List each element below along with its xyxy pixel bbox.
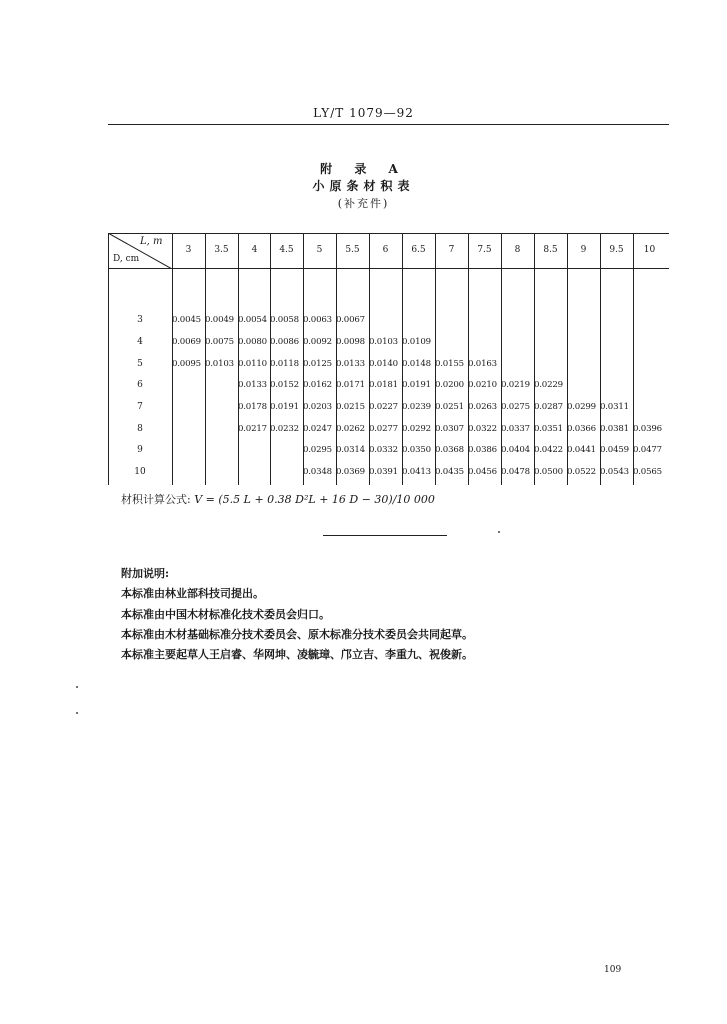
column-header: 6 — [382, 245, 389, 255]
table-cell: 0.0422 — [534, 445, 563, 455]
table-cell: 0.0369 — [336, 467, 365, 477]
column-header: 7.5 — [477, 245, 492, 255]
table-cell: 0.0404 — [501, 445, 530, 455]
note-line: 本标准由木材基础标准分技术委员会、原木标准分技术委员会共同起草。 — [121, 628, 473, 641]
table-cell: 0.0069 — [172, 337, 201, 347]
table-cell: 0.0229 — [534, 380, 563, 390]
column-header: 9 — [580, 245, 587, 255]
table-cell: 0.0063 — [303, 315, 332, 325]
scan-speck — [76, 712, 78, 714]
table-cell: 0.0191 — [270, 402, 299, 412]
table-cell: 0.0459 — [600, 445, 629, 455]
table-cell: 0.0500 — [534, 467, 563, 477]
table-cell: 0.0262 — [336, 424, 365, 434]
column-header: 10 — [643, 245, 656, 255]
column-header: 4 — [251, 245, 258, 255]
table-cell: 0.0295 — [303, 445, 332, 455]
column-header: 5 — [316, 245, 323, 255]
table-cell: 0.0386 — [468, 445, 497, 455]
note-line: 本标准由林业部科技司提出。 — [121, 587, 264, 600]
page-number: 109 — [604, 965, 622, 975]
table-cell: 0.0348 — [303, 467, 332, 477]
table-cell: 0.0263 — [468, 402, 497, 412]
section-divider — [323, 535, 447, 536]
table-cell: 0.0332 — [369, 445, 398, 455]
column-header: 6.5 — [411, 245, 426, 255]
table-cell: 0.0058 — [270, 315, 299, 325]
column-header: 3 — [185, 245, 192, 255]
table-cell: 0.0275 — [501, 402, 530, 412]
column-header: 3.5 — [214, 245, 229, 255]
note-line: 本标准由中国木材标准化技术委员会归口。 — [121, 608, 330, 621]
table-cell: 0.0118 — [270, 359, 299, 369]
table-cell: 0.0396 — [633, 424, 662, 434]
table-cell: 0.0049 — [205, 315, 234, 325]
table-cell: 0.0210 — [468, 380, 497, 390]
formula-expression: V = (5.5 L + 0.38 D²L + 16 D − 30)/10 000 — [194, 493, 435, 506]
appendix-note: (补充件) — [337, 197, 390, 210]
table-cell: 0.0337 — [501, 424, 530, 434]
table-cell: 0.0543 — [600, 467, 629, 477]
column-header: 8 — [514, 245, 521, 255]
scan-speck — [498, 531, 500, 533]
table-cell: 0.0125 — [303, 359, 332, 369]
table-cell: 0.0162 — [303, 380, 332, 390]
column-header: 5.5 — [345, 245, 360, 255]
row-header: 6 — [137, 380, 143, 390]
row-header: 8 — [137, 424, 143, 434]
header-rule — [108, 124, 669, 125]
table-cell: 0.0217 — [238, 424, 267, 434]
table-cell: 0.0140 — [369, 359, 398, 369]
table-cell: 0.0478 — [501, 467, 530, 477]
table-cell: 0.0163 — [468, 359, 497, 369]
table-cell: 0.0191 — [402, 380, 431, 390]
table-cell: 0.0155 — [435, 359, 464, 369]
scan-speck — [76, 686, 78, 688]
corner-diameter-label: D, cm — [113, 254, 140, 264]
table-cell: 0.0522 — [567, 467, 596, 477]
row-header: 7 — [137, 402, 143, 412]
table-cell: 0.0381 — [600, 424, 629, 434]
row-header: 5 — [137, 359, 143, 369]
standard-code: LY/T 1079—92 — [313, 106, 414, 120]
table-cell: 0.0067 — [336, 315, 365, 325]
column-header: 9.5 — [609, 245, 624, 255]
table-cell: 0.0098 — [336, 337, 365, 347]
table-cell: 0.0287 — [534, 402, 563, 412]
table-cell: 0.0277 — [369, 424, 398, 434]
row-header: 10 — [134, 467, 146, 477]
table-cell: 0.0307 — [435, 424, 464, 434]
table-cell: 0.0215 — [336, 402, 365, 412]
table-cell: 0.0239 — [402, 402, 431, 412]
table-cell: 0.0351 — [534, 424, 563, 434]
table-cell: 0.0181 — [369, 380, 398, 390]
row-header: 9 — [137, 445, 143, 455]
table-header-rule — [108, 268, 669, 269]
table-cell: 0.0080 — [238, 337, 267, 347]
table-cell: 0.0565 — [633, 467, 662, 477]
table-cell: 0.0251 — [435, 402, 464, 412]
formula-label: 材积计算公式: — [121, 493, 191, 506]
row-header: 4 — [137, 337, 143, 347]
table-cell: 0.0095 — [172, 359, 201, 369]
table-cell: 0.0456 — [468, 467, 497, 477]
table-title: 小原条材积表 — [312, 179, 415, 193]
table-cell: 0.0200 — [435, 380, 464, 390]
table-cell: 0.0292 — [402, 424, 431, 434]
note-line: 本标准主要起草人王启睿、华网坤、凌毓璋、邝立吉、李重九、祝俊新。 — [121, 648, 473, 661]
column-header: 7 — [448, 245, 455, 255]
table-cell: 0.0391 — [369, 467, 398, 477]
table-cell: 0.0171 — [336, 380, 365, 390]
table-cell: 0.0109 — [402, 337, 431, 347]
table-cell: 0.0103 — [369, 337, 398, 347]
table-cell: 0.0366 — [567, 424, 596, 434]
table-cell: 0.0054 — [238, 315, 267, 325]
table-cell: 0.0086 — [270, 337, 299, 347]
appendix-label: 附 录 A — [320, 162, 407, 176]
table-cell: 0.0203 — [303, 402, 332, 412]
table-cell: 0.0103 — [205, 359, 234, 369]
table-top-rule — [108, 233, 669, 234]
table-cell: 0.0227 — [369, 402, 398, 412]
table-cell: 0.0219 — [501, 380, 530, 390]
table-cell: 0.0435 — [435, 467, 464, 477]
column-header: 8.5 — [543, 245, 558, 255]
corner-length-label: L, m — [140, 236, 163, 247]
table-cell: 0.0322 — [468, 424, 497, 434]
table-cell: 0.0413 — [402, 467, 431, 477]
table-cell: 0.0178 — [238, 402, 267, 412]
table-cell: 0.0092 — [303, 337, 332, 347]
table-cell: 0.0247 — [303, 424, 332, 434]
table-cell: 0.0045 — [172, 315, 201, 325]
table-cell: 0.0311 — [600, 402, 629, 412]
table-cell: 0.0314 — [336, 445, 365, 455]
table-cell: 0.0152 — [270, 380, 299, 390]
table-cell: 0.0441 — [567, 445, 596, 455]
table-cell: 0.0368 — [435, 445, 464, 455]
table-cell: 0.0075 — [205, 337, 234, 347]
table-cell: 0.0299 — [567, 402, 596, 412]
notes-title: 附加说明: — [121, 567, 170, 580]
table-cell: 0.0133 — [238, 380, 267, 390]
table-cell: 0.0148 — [402, 359, 431, 369]
formula — [121, 491, 435, 507]
row-header: 3 — [137, 315, 143, 325]
table-cell: 0.0110 — [238, 359, 267, 369]
table-cell: 0.0477 — [633, 445, 662, 455]
table-cell: 0.0350 — [402, 445, 431, 455]
table-cell: 0.0133 — [336, 359, 365, 369]
table-column-rule — [108, 233, 109, 485]
table-cell: 0.0232 — [270, 424, 299, 434]
column-header: 4.5 — [279, 245, 294, 255]
